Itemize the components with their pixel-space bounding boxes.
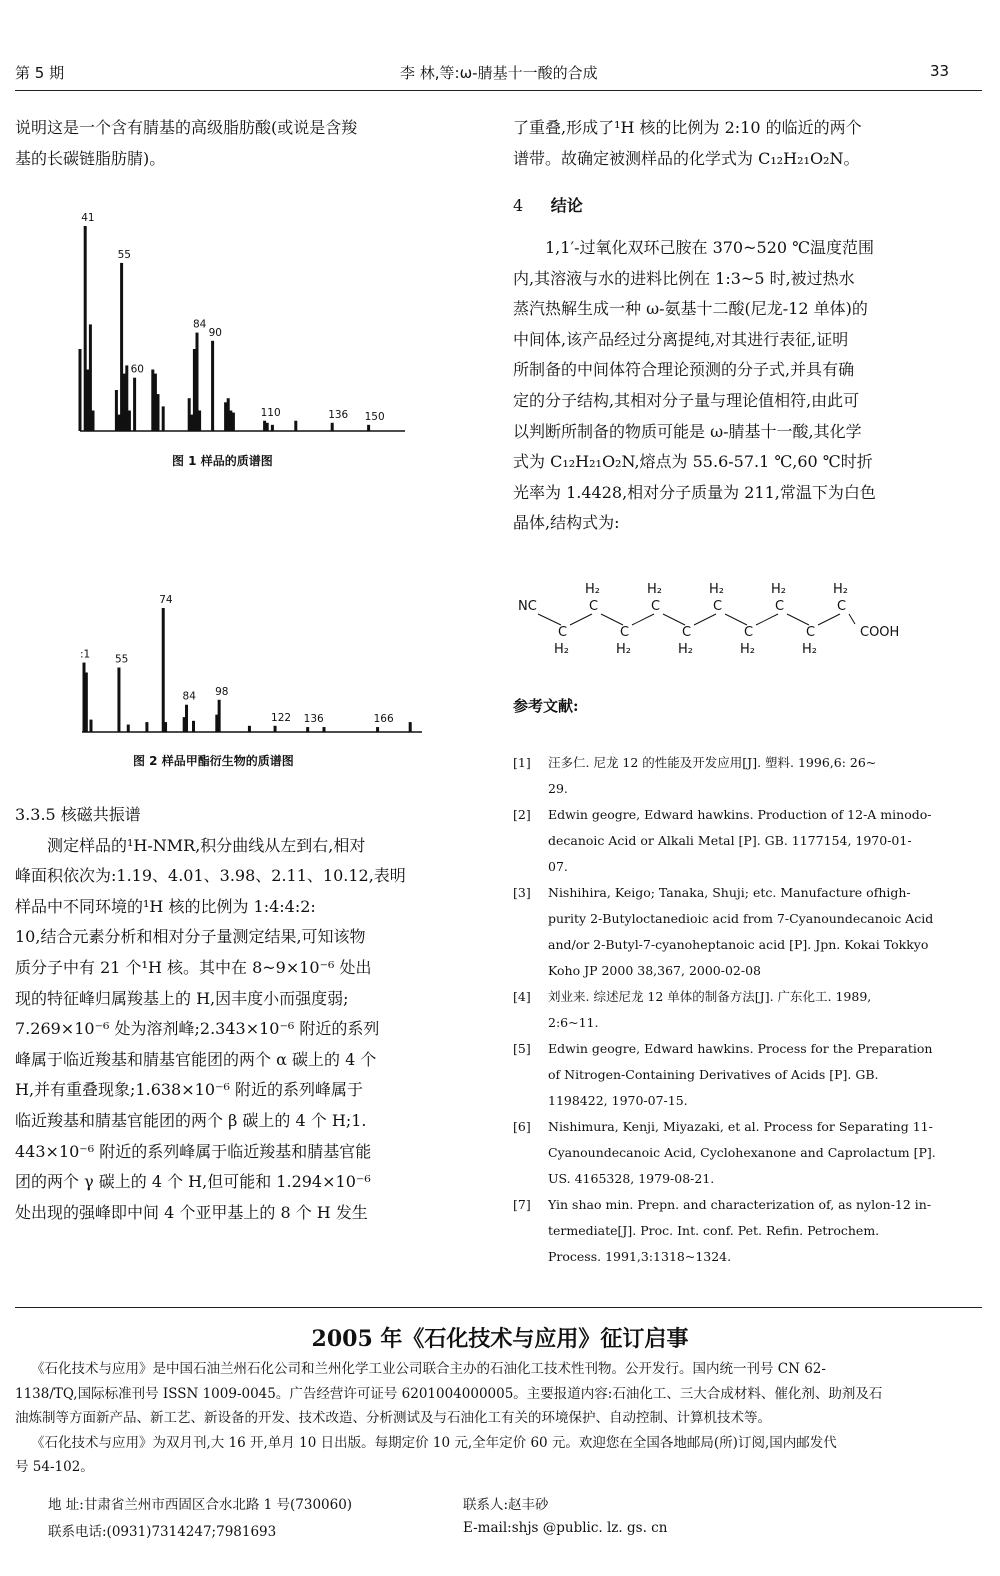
spectrum-peak [120,263,123,431]
text-line: of Nitrogen-Containing Derivatives of Acids [P]. GB. [548,1067,879,1082]
text-line: 1,1′-过氧化双环己胺在 370~520 ℃温度范围 [545,238,875,257]
announcement-title: 2005 年《石化技术与应用》征订启事 [311,1326,689,1352]
carbon-atom: C [651,599,661,614]
conclusion-paragraph [513,233,968,539]
spectrum-peak [229,411,232,432]
reference-text [548,1192,968,1270]
text-line: 样品中不同环境的¹H 核的比例为 1:4:4:2: [15,896,316,916]
bond [725,614,747,625]
spectrum-peak [224,402,227,431]
peak-label: 150 [364,410,385,423]
text-line: Koho JP 2000 38,367, 2000-02-08 [548,963,762,978]
text-line: Process. 1991,3:1318~1324. [548,1249,732,1264]
spectrum-peak [218,700,221,732]
text-line: Edwin geogre, Edward hawkins. Process for the Preparation [548,1041,933,1056]
text-line: 质分子中有 21 个¹H 核。其中在 8~9×10⁻⁶ 处出 [15,957,372,977]
reference-text [548,984,968,1036]
figure-1-mass-spectrum [60,205,420,440]
text-line: 2:6~11. [548,1015,599,1030]
spectrum-peak [190,415,193,431]
text-line: 汪多仁. 尼龙 12 的性能及开发应用[J]. 塑料. 1996,6: 26~ [548,755,877,770]
hydrogen-label: H₂ [709,582,724,597]
peak-label: 74 [159,594,173,606]
spectrum-peak [263,421,266,431]
peak-label: 166 [373,713,394,726]
peak-label: 122 [271,711,292,724]
text-line: 蒸汽热解生成一种 ω-氨基十二酸(尼龙-12 单体)的 [513,299,868,319]
bond [756,614,778,625]
bond [632,614,654,625]
peak-label: 136 [303,713,324,726]
text-line: 10,结合元素分析和相对分子量测定结果,可知该物 [15,927,366,947]
spectrum-peak [123,374,126,431]
hydrogen-label: H₂ [771,582,786,597]
reference-text [548,1114,968,1192]
section-number: 4 [513,196,524,215]
spectrum-peak [157,394,160,431]
text-line: purity 2-Butyloctanedioic acid from 7-Cyanoundecanoic Acid [548,911,934,926]
carbon-atom: C [744,625,754,640]
text-line: 所制备的中间体符合理论预测的分子式,并具有确 [513,360,855,380]
text-line: Yin shao min. Prepn. and characterization of, as nylon-12 in- [548,1197,932,1212]
spectrum-peak [193,349,196,431]
hydrogen-label: H₂ [554,642,569,657]
spectrum-peak [232,413,235,431]
spectrum-peak [211,341,214,431]
bond [694,614,716,625]
peak-label: 110 [260,406,281,419]
nitrile-group: NC [518,599,537,614]
spectrum-peak [162,608,165,732]
spectrum-peak [117,668,120,732]
spectrum-peak [198,411,201,432]
announcement-body [15,1357,970,1480]
running-title: 李 林,等:ω-腈基十一酸的合成 [400,64,598,82]
figure-2-mass-spectrum [60,585,430,735]
text-line: 07. [548,859,568,874]
carboxyl-group: COOH [860,625,900,640]
spectrum-peak [89,324,92,431]
peak-label: 90 [208,326,222,339]
spectrum-peak [154,374,157,431]
spectrum-peak [84,226,87,431]
carbon-atom: C [713,599,723,614]
carbon-atom: C [837,599,847,614]
carbon-atom: C [775,599,785,614]
reference-number: [7] [513,1197,531,1212]
reference-number: [4] [513,989,531,1004]
spectrum-peak [89,720,92,732]
hydrogen-label: H₂ [585,582,600,597]
spectrum-peak [151,370,154,432]
hydrogen-label: H₂ [802,642,817,657]
text-line: 式为 C₁₂H₂₁O₂N,熔点为 55.6-57.1 ℃,60 ℃时折 [513,452,873,472]
hydrogen-label: H₂ [833,582,848,597]
spectrum-peak [85,672,88,732]
peak-label: 41 [81,212,95,224]
spectrum-peak [227,398,230,431]
email: E-mail:shjs @public. lz. gs. cn [463,1520,668,1536]
carbon-atom: C [589,599,599,614]
page-number: 33 [930,62,950,80]
bond [787,614,809,625]
text-line: 中间体,该产品经过分离提纯,对其进行表征,证明 [513,329,849,349]
section-heading: 3.3.5 核磁共振谱 [15,805,141,824]
text-line: 定的分子结构,其相对分子量与理论值相符,由此可 [513,390,860,410]
peak-label: 60 [130,363,144,376]
text-line: 号 54-102。 [15,1459,94,1475]
spectrum-peak [127,725,130,732]
spectrum-peak [188,398,191,431]
carbon-atom: C [806,625,816,640]
contact-person: 联系人:赵丰砂 [463,1497,549,1513]
spectrum-peak [118,415,121,431]
spectrum-peak [185,705,188,732]
structural-formula [510,578,930,658]
carbon-atom: C [620,625,630,640]
text-line: H,并有重叠现象;1.638×10⁻⁶ 附近的系列峰属于 [15,1080,363,1100]
spectrum-peak [248,726,251,732]
address: 地 址:甘肃省兰州市西固区合水北路 1 号(730060) [48,1497,353,1513]
spectrum-peak [294,421,297,431]
figure-2-caption: 图 2 样品甲酯衍生物的质谱图 [133,754,294,768]
hydrogen-label: H₂ [740,642,755,657]
references-heading: 参考文献: [513,697,579,715]
text-line: 443×10⁻⁶ 附近的系列峰属于临近羧基和腈基官能 [15,1141,372,1161]
spectrum-peak [92,411,95,432]
peak-label: 136 [328,408,349,421]
spectrum-peak [133,378,136,431]
text-line: US. 4165328, 1979-08-21. [548,1171,715,1186]
text-line: 了重叠,形成了¹H 核的比例为 2:10 的临近的两个 [513,118,862,137]
spectrum-peak [128,411,131,432]
text-line: 测定样品的¹H-NMR,积分曲线从左到右,相对 [47,835,366,855]
bond [849,614,855,624]
figure-1-caption: 图 1 样品的质谱图 [172,454,273,468]
text-line: 临近羧基和腈基官能团的两个 β 碳上的 4 个 H;1. [15,1110,367,1130]
spectrum-peak [115,390,118,431]
bond [538,614,561,625]
reference-number: [6] [513,1119,531,1134]
text-line: 光率为 1.4428,相对分子质量为 211,常温下为白色 [513,482,876,502]
text-line: Nishimura, Kenji, Miyazaki, et al. Process for Separating 11- [548,1119,933,1134]
peak-label: 98 [215,685,229,698]
text-line: 刘业来. 综述尼龙 12 单体的制备方法[J]. 广东化工. 1989, [548,989,872,1004]
reference-number: [2] [513,807,531,822]
text-line: 峰属于临近羧基和腈基官能团的两个 α 碳上的 4 个 [15,1049,377,1069]
text-line: 29. [548,781,568,796]
section-rule [15,1307,982,1308]
reference-text [548,880,968,984]
text-line: 以判断所制备的物质可能是 ω-腈基十一酸,其化学 [513,421,862,441]
peak-label: 55 [117,248,131,261]
spectrum-peak [271,425,274,431]
text-line: 1198422, 1970-07-15. [548,1093,688,1108]
bond [570,614,592,625]
spectrum-peak [196,333,199,431]
text-line: decanoic Acid or Alkali Metal [P]. GB. 1177154, 1970-01- [548,833,912,848]
peak-label: :1 [80,648,91,661]
reference-text [548,802,968,880]
text-line: 团的两个 γ 碳上的 4 个 H,但可能和 1.294×10⁻⁶ [15,1172,371,1192]
text-line: 峰面积依次为:1.19、4.01、3.98、2.11、10.12,表明 [15,866,406,886]
reference-number: [3] [513,885,531,900]
text-line: 现的特征峰归属羧基上的 H,因丰度小而强度弱; [15,988,349,1008]
hydrogen-label: H₂ [678,642,693,657]
carbon-atom: C [558,625,568,640]
text-line: Nishihira, Keigo; Tanaka, Shuji; etc. Manufacture ofhigh- [548,885,911,900]
spectrum-peak [409,722,412,732]
bond [601,614,623,625]
hydrogen-label: H₂ [616,642,631,657]
text-line: 谱带。故确定被测样品的化学式为 C₁₂H₂₁O₂N。 [513,148,860,168]
peak-label: 55 [114,653,129,666]
bond [663,614,685,625]
spectrum-peak [331,423,334,431]
spectrum-peak [274,726,277,732]
spectrum-peak [86,370,89,432]
text-line: 油炼制等方面新产品、新工艺、新设备的开发、技术改造、分析测试及与石油化工有关的环境保护、自动控制、计算机技术等。 [15,1410,771,1426]
issue-number: 第 5 期 [15,64,65,82]
peak-label: 84 [182,690,196,703]
text-line: 基的长碳链脂肪腈)。 [15,148,166,168]
nmr-section [15,800,470,1228]
reference-text [548,1036,968,1114]
bond [818,614,840,625]
text-line: 内,其溶液与水的进料比例在 1:3~5 时,被过热水 [513,268,855,288]
right-intro-paragraph [513,113,968,174]
reference-number: [5] [513,1041,531,1056]
spectrum-peak [162,406,165,431]
spectrum-peak [125,365,128,431]
spectrum-peak [145,722,148,732]
text-line: Cyanoundecanoic Acid, Cyclohexanone and Caprolactum [P]. [548,1145,936,1160]
hydrogen-label: H₂ [647,582,662,597]
text-line: and/or 2-Butyl-7-cyanoheptanoic acid [P]. Jpn. Kokai Tokkyo [548,937,929,952]
conclusion-heading [513,193,583,216]
text-line: termediate[J]. Proc. Int. conf. Pet. Refin. Petrochem. [548,1223,880,1238]
text-line: 处出现的强峰即中间 4 个亚甲基上的 8 个 H 发生 [15,1202,368,1222]
text-line: 1138/TQ,国际标准刊号 ISSN 1009-0045。广告经营许可证号 6201004000005。主要报道内容:石油化工、三大合成材料、催化剂、助剂及石 [15,1385,883,1402]
peak-label: 84 [193,318,207,331]
text-line: 《石化技术与应用》为双月刊,大 16 开,单月 10 日出版。每期定价 10 元,全年定价 60 元。欢迎您在全国各地邮局(所)订阅,国内邮发代 [31,1434,837,1451]
spectrum-peak [79,349,82,431]
text-line: Edwin geogre, Edward hawkins. Production of 12-A minodo- [548,807,932,822]
text-line: 说明这是一个含有腈基的高级脂肪酸(或说是含羧 [15,118,358,137]
left-intro-paragraph [15,113,470,174]
text-line: 《石化技术与应用》是中国石油兰州石化公司和兰州化学工业公司联合主办的石油化工技术性刊物。公开发行。国内统一刊号 CN 62- [31,1361,826,1377]
text-line: 晶体,结构式为: [513,513,620,533]
spectrum-peak [367,425,370,431]
carbon-atom: C [682,625,692,640]
text-line: 7.269×10⁻⁶ 处为溶剂峰;2.343×10⁻⁶ 附近的系列 [15,1019,380,1039]
spectrum-peak [266,423,269,431]
header-rule [15,90,982,91]
reference-text [548,750,968,802]
phone: 联系电话:(0931)7314247;7981693 [48,1524,277,1540]
reference-number: [1] [513,755,531,770]
section-title: 结论 [550,196,583,215]
spectrum-peak [164,722,167,732]
spectrum-peak [192,721,195,732]
